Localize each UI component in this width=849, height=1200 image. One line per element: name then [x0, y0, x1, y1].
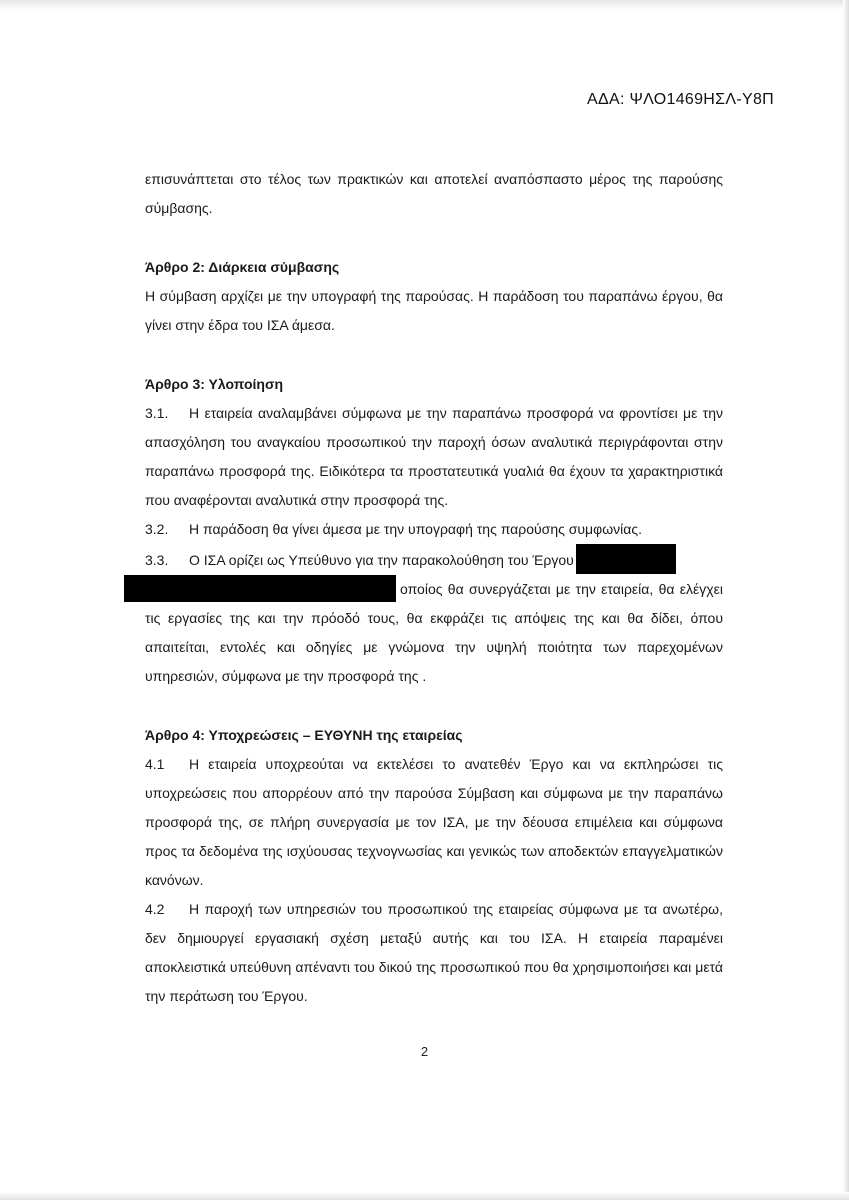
paragraph-text: Η εταιρεία αναλαμβάνει σύμφωνα με την παραπάνω προσφορά να φροντίσει με την απασχόληση του αναγκαίου προσωπικού την παροχή όσων αναλυτικά περιγράφονται στην παραπάνω προσφορά της. Ειδικότερα τα προστατευτικά γυαλιά θα έχουν τα χαρακτηριστικά που αναφέρονται αναλυτικά στην προσφορά της.	[145, 405, 723, 508]
ada-code: ΑΔΑ: ΨΛΟ1469ΗΣΛ-Υ8Π	[587, 91, 774, 108]
redaction-box	[124, 575, 396, 602]
article-4-paragraph-1	[145, 750, 723, 895]
page-number: 2	[420, 1044, 429, 1059]
article-3-paragraph-3	[145, 544, 723, 691]
scan-edge-top	[0, 0, 849, 10]
paragraph-text: Η εταιρεία υποχρεούται να εκτελέσει το ανατεθέν Έργο και να εκπληρώσει τις υποχρεώσεις που απορρέουν από την παρούσα Σύμβαση και σύμφωνα με την παραπάνω προσφορά της, σε πλήρη συνεργασία με τον ΙΣΑ, με την δέουσα επιμέλεια και σύμφωνα προς τα δεδομένα της ισχύουσας τεχνογνωσίας και γενικώς των αποδεκτών επαγγελματικών κανόνων.	[145, 756, 723, 888]
article-2-title: Άρθρο 2: Διάρκεια σύμβασης	[145, 259, 340, 275]
paragraph-text: Η παροχή των υπηρεσιών του προσωπικού της εταιρείας σύμφωνα με τα ανωτέρω, δεν δημιουργεί εργασιακή σχέση μεταξύ αυτής και του ΙΣΑ. Η εταιρεία παραμένει αποκλειστικά υπεύθυνη απέναντι του δικού της προσωπικού που θα χρησιμοποιήσει και μετά την περάτωση του Έργου.	[145, 901, 723, 1004]
intro-paragraph: επισυνάπτεται στο τέλος των πρακτικών και αποτελεί αναπόσπαστο μέρος της παρούσης σύμβασης.	[145, 171, 723, 216]
article-3-paragraph-2	[145, 515, 723, 544]
redaction-box	[576, 544, 676, 574]
scan-edge-bottom	[0, 1192, 849, 1200]
paragraph-number: 4.1	[145, 756, 165, 772]
paragraph-text: οποίος θα συνεργάζεται με την εταιρεία, θα ελέγχει τις εργασίες της και την πρόοδό τους, θα εκφράζει τις απόψεις της και θα δίδει, όπου απαιτείται, εντολές και οδηγίες με γνώμονα την υψηλή ποιότητα των παρεχομένων υπηρεσιών, σύμφωνα με την προσφορά της .	[145, 581, 723, 684]
paragraph-text: Η παράδοση θα γίνει άμεσα με την υπογραφή της παρούσης συμφωνίας.	[189, 521, 642, 537]
article-2-text: Η σύμβαση αρχίζει με την υπογραφή της παρούσας. Η παράδοση του παραπάνω έργου, θα γίνει στην έδρα του ΙΣΑ άμεσα.	[145, 288, 723, 333]
document-body	[145, 165, 723, 1011]
scan-edge-right	[843, 0, 849, 1200]
article-4-paragraph-2	[145, 895, 723, 1011]
paragraph-number: 3.2.	[145, 521, 169, 537]
paragraph-number: 3.3.	[145, 552, 169, 568]
paragraph-number: 3.1.	[145, 405, 169, 421]
paragraph-number: 4.2	[145, 901, 165, 917]
article-3-paragraph-1	[145, 399, 723, 515]
article-4-title: Άρθρο 4: Υποχρεώσεις – ΕΥΘΥΝΗ της εταιρείας	[145, 727, 463, 743]
paragraph-text: Ο ΙΣΑ ορίζει ως Υπεύθυνο για την παρακολούθηση του Έργου	[189, 552, 574, 568]
article-3-title: Άρθρο 3: Υλοποίηση	[145, 376, 284, 392]
